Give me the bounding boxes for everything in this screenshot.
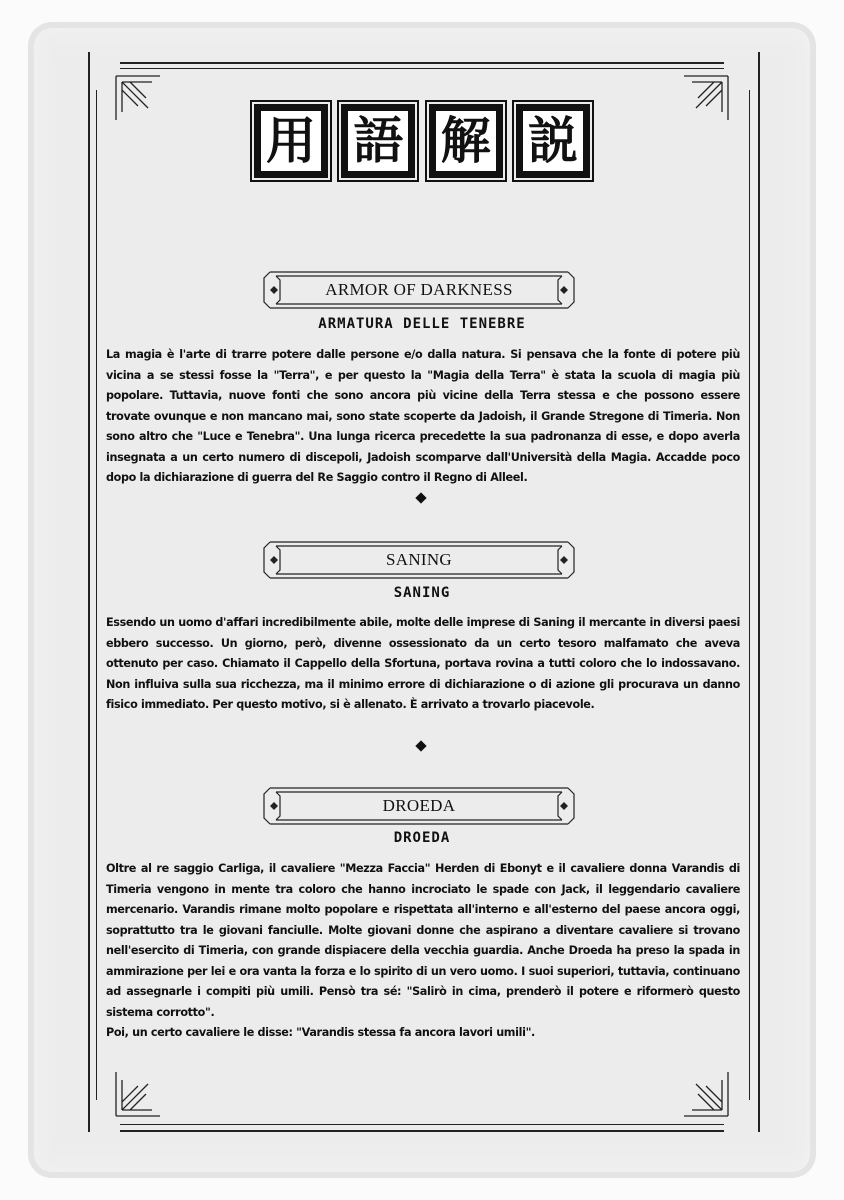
- top-rule-thin: [120, 68, 724, 69]
- title-kanji-box: [341, 104, 415, 178]
- entry-body-text: La magia è l'arte di trarre potere dalle persone e/o dalla natura. Si pensava che la fonte di potere più vicina a se stessi fosse la "Terra", e per questo la "Magia della Terra" è stata la scuola di magia più popolare. Tuttavia, nuove fonti che sono ancora più vicine della Terra stessa e che possono essere trovate ovunque e non mancano mai, sono state scoperte da Jadoish, il Grande Stregone di Timeria. Non sono altro che "Luce e Tenebra". Una lunga ricerca precedette la sua padronanza di esse, e dopo averla insegnata a un certo numero di discepoli, Jadoish scomparve dall'Università della Magia. Accadde poco dopo la dichiarazione di guerra del Re Saggio contro il Regno di Alleel.: [106, 348, 740, 484]
- title-kanji-4: 説: [523, 111, 583, 171]
- entry-banner-droeda: [262, 786, 576, 826]
- top-rule: [120, 62, 724, 64]
- corner-ornament-bottom-right-icon: [680, 1068, 732, 1120]
- title-kanji-box: [429, 104, 503, 178]
- title-kanji-box: [516, 104, 590, 178]
- corner-ornament-bottom-left-icon: [112, 1068, 164, 1120]
- entry-body-text: Oltre al re saggio Carliga, il cavaliere "Mezza Faccia" Herden di Ebonyt e il cavaliere donna Varandis di Timeria vengono in mente tra coloro che hanno incrociato le spade con Jack, il leggendario cavaliere mercenario. Varandis rimane molto popolare e rispettata all'interno e all'esterno del paese ancora oggi, soprattutto tra le giovani fanciulle. Molte giovani donne che aspirano a diventare cavaliere si trovano nell'esercito di Timeria, con grande dispiacere della vecchia guardia. Anche Droeda ha preso la spada in ammirazione per lei e ora vanta la forza e lo spirito di un vero uomo. I suoi superiori, tuttavia, continuano ad assegnarle i compiti più umili. Pensò tra sé: "Salirò in cima, prenderò il potere e riformerò questo sistema corrotto".: [106, 862, 740, 1019]
- bottom-rule: [120, 1130, 724, 1132]
- title-kanji-3: 解: [436, 111, 496, 171]
- entry-body-text-last: Poi, un certo cavaliere le disse: "Varandis stessa fa ancora lavori umili".: [106, 1026, 535, 1039]
- page-title: [254, 104, 590, 178]
- entry-body-text: Essendo un uomo d'affari incredibilmente abile, molte delle imprese di Saning il mercante in diversi paesi ebbero successo. Un giorno, però, divenne ossessionato da un certo tesoro malfamato che aveva ottenuto per caso. Chiamato il Cappello della Sfortuna, portava rovina a tutti coloro che lo indossavano. Non influiva sulla sua ricchezza, ma il minimo errore di dichiarazione o di azione gli procurava un danno fisico immediato. Per questo motivo, si è allenato. È arrivato a trovarlo piacevole.: [106, 616, 740, 711]
- title-kanji-2: 語: [348, 111, 408, 171]
- entry-banner-saning: [262, 540, 576, 580]
- entry-title: SANING: [385, 550, 453, 569]
- entry-banner-armor-of-darkness: [262, 270, 576, 310]
- entry-subtitle: SANING: [393, 585, 451, 601]
- corner-ornament-top-right-icon: [680, 72, 732, 124]
- entry-body: [106, 613, 740, 716]
- corner-ornament-top-left-icon: [112, 72, 164, 124]
- entry-title: DROEDA: [382, 796, 456, 815]
- title-kanji-1: 用: [261, 111, 321, 171]
- title-kanji-box: [254, 104, 328, 178]
- entry-subtitle: ARMATURA DELLE TENEBRE: [318, 316, 526, 332]
- entry-subtitle: DROEDA: [393, 830, 451, 846]
- entry-body: [106, 345, 740, 489]
- bottom-rule-thin: [120, 1124, 724, 1125]
- entry-title: ARMOR OF DARKNESS: [325, 280, 513, 299]
- entry-body: [106, 859, 740, 1044]
